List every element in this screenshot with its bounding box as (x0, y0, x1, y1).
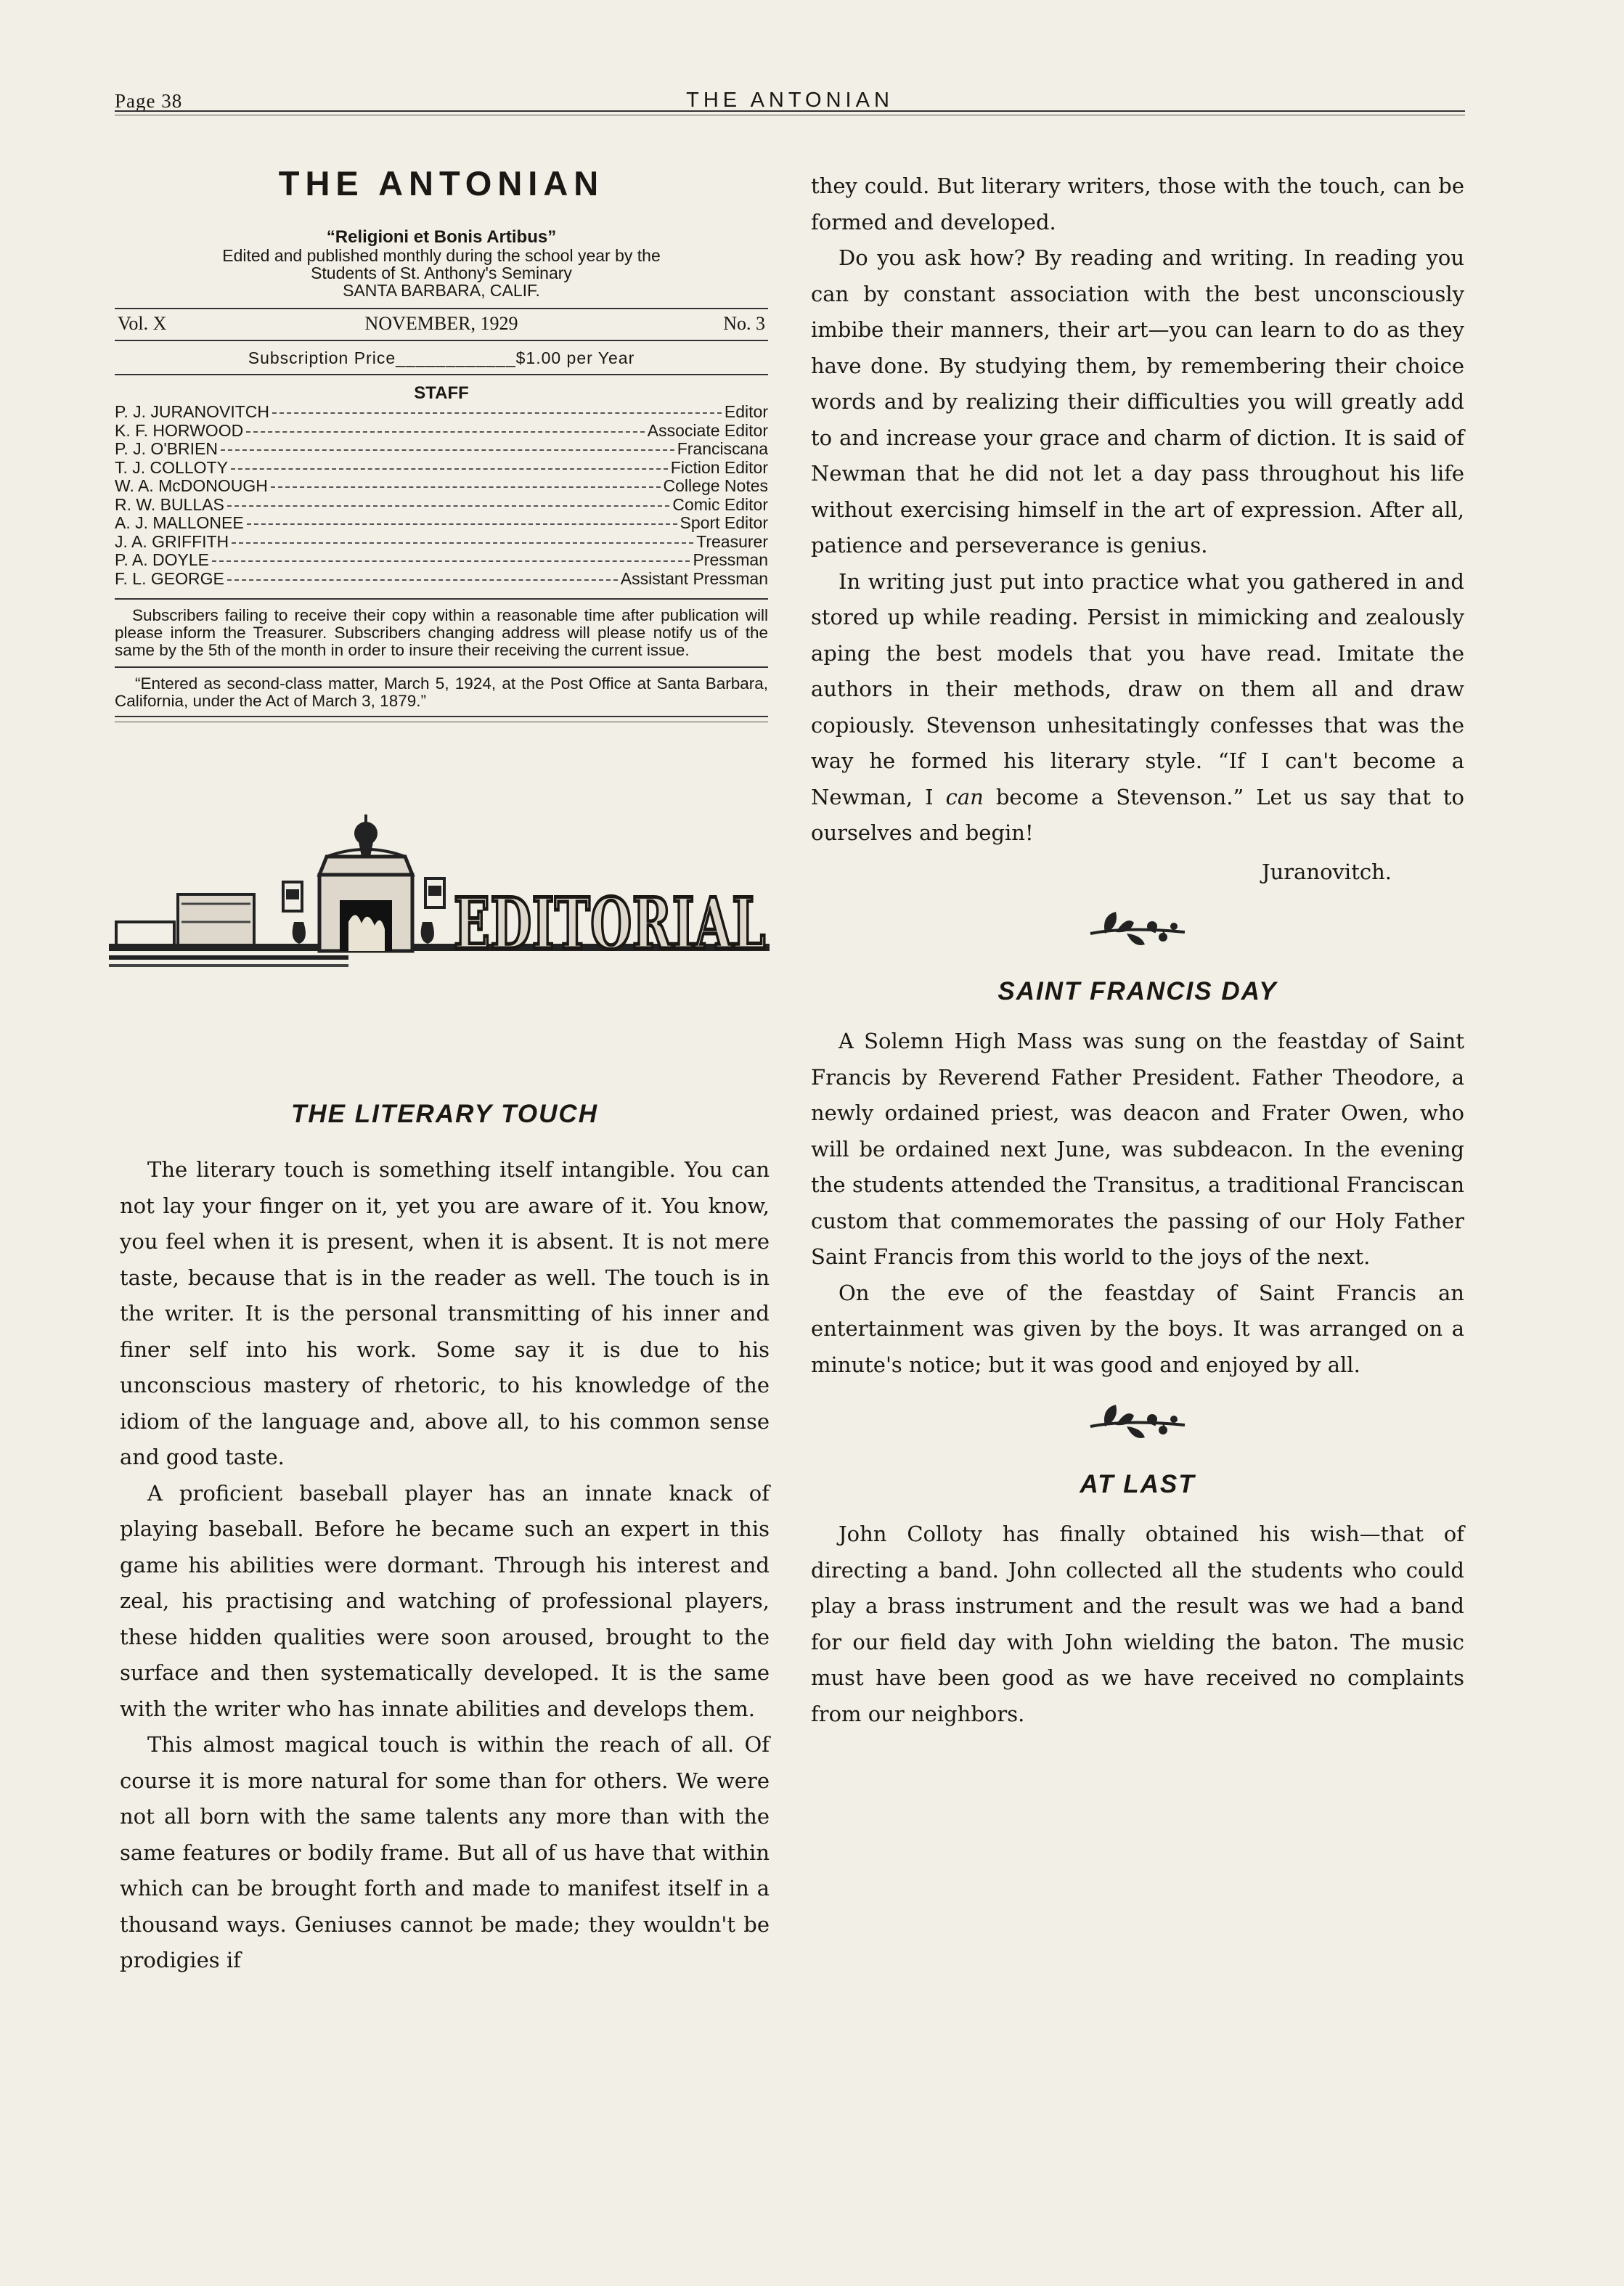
issue-info-row (115, 308, 768, 341)
staff-row (115, 403, 768, 422)
literary-touch-paragraph-1: The literary touch is something itself intangible. You can not lay your finger on it, yet you are aware of it. You know, you feel when it is present, when it is absent. It is not mere taste, because that is in the reader as well. The touch is in the writer. It is the personal transmitting of his inner and finer self into his work. Some say it is due to his unconscious mastery of rhetoric, to his knowledge of the idiom of the language and, above all, to his common sense and good taste. (120, 1157, 770, 1469)
staff-role: College Notes (663, 476, 768, 495)
staff-row (115, 551, 768, 570)
running-header (115, 87, 1465, 122)
author-signature: Juranovitch. (1261, 859, 1392, 884)
literary-touch-paragraph-2: A proficient baseball player has an innate knack of playing baseball. Before he became such an expert in this game his abilities were dormant. Through his interest and zeal, his practising and watching of professional players, these hidden qualities were soon aroused, brought to the surface and then systematically developed. It is the same with the writer who has innate abilities and develops them. (120, 1480, 770, 1721)
issue-date: NOVEMBER, 1929 (364, 313, 518, 334)
staff-role: Editor (724, 402, 768, 421)
masthead-line-2: Students of St. Anthony's Seminary (311, 264, 572, 282)
running-title: THE ANTONIAN (686, 89, 894, 112)
staff-row (115, 514, 768, 533)
literary-touch-paragraph-4: they could. But literary writers, those with the touch, can be formed and developed. (811, 174, 1464, 234)
postal-entry-notice: “Entered as second-class matter, March 5, 1924, at the Post Office at Santa Barbara, California, under the Act of March 3, 1879.” (115, 666, 768, 717)
staff-name: P. J. O'BRIEN (115, 439, 219, 458)
masthead-line-1: Edited and published monthly during the school year by the (222, 246, 661, 265)
floral-ornament-icon (811, 890, 1464, 970)
staff-role: Fiction Editor (670, 457, 768, 477)
issue-number: No. 3 (723, 313, 765, 334)
staff-name: T. J. COLLOTY (115, 457, 228, 477)
staff-row (115, 422, 768, 441)
staff-role: Comic Editor (672, 494, 768, 514)
subscription-price: Subscription Price____________$1.00 per Year (115, 341, 768, 375)
literary-touch-paragraph-6: In writing just put into practice what you gathered in and stored up while reading. Persist in mimicking and zealously aping the best models that you have read. Imitate the authors in their methods, draw on them all and draw copiously. Stevenson unhesitatingly confesses that was the way he formed his literary style. “If I can't become a Newman, I can become a Stevenson.” Let us say that to ourselves and begin! (811, 568, 1465, 845)
staff-row (115, 440, 768, 459)
saint-francis-paragraph-2: On the eve of the feastday of Saint Francis an entertainment was given by the boys. It was arranged on a minute's notice; but it was good and enjoyed by all. (811, 1280, 1464, 1377)
volume-label: Vol. X (118, 313, 167, 334)
staff-row (115, 496, 768, 515)
staff-role: Associate Editor (647, 420, 768, 440)
literary-touch-paragraph-5: Do you ask how? By reading and writing. In reading you can by constant association with the best unconsciously imbibe their manners, their art—you can learn to do as they have done. By studying them, by remembering their choice words and by realizing their difficulties you will greatly add to and increase your grace and charm of diction. It is said of Newman that he did not let a day pass throughout his life without exercising himself in the art of expression. After all, patience and perseverance is genius. (811, 245, 1464, 558)
staff-role: Pressman (693, 550, 768, 569)
staff-name: J. A. GRIFFITH (115, 531, 229, 551)
page-number: Page 38 (115, 90, 183, 112)
staff-role: Assistant Pressman (620, 568, 768, 588)
literary-touch-paragraph-3: This almost magical touch is within the reach of all. Of course it is more natural for some than for others. We were not all born with the same talents any more than with the same features or bodily frame. But all of us have that within which can be brought forth and made to manifest itself in a thousand ways. Geniuses cannot be made; they wouldn't be prodigies if (120, 1732, 770, 1972)
staff-name: R. W. BULLAS (115, 494, 224, 514)
staff-row (115, 477, 768, 496)
saint-francis-title: SAINT FRANCIS DAY (997, 977, 1278, 1005)
at-last-title: AT LAST (1080, 1470, 1196, 1498)
mission-illustration (109, 813, 770, 1009)
staff-heading: STAFF (414, 383, 469, 403)
at-last-paragraph-1: John Colloty has finally obtained his wish—that of directing a band. John collected all the students who could play a brass instrument and the result was we had a band for our field day with John wielding the baton. The music must have been good as we have received no complaints from our neighbors. (811, 1522, 1464, 1726)
masthead (115, 163, 768, 722)
left-column (120, 1093, 770, 1979)
floral-ornament-icon (811, 1383, 1464, 1463)
subscriber-notice: Subscribers failing to receive their copy within a reasonable time after publication will please inform the Treasurer. Subscribers changing address will please notify us of the same by the 5th of the month in order to insure their receiving the current issue. (115, 598, 768, 666)
masthead-line-3: SANTA BARBARA, CALIF. (343, 281, 540, 300)
masthead-title: THE ANTONIAN (278, 164, 605, 203)
staff-name: P. J. JURANOVITCH (115, 402, 269, 421)
staff-list (115, 403, 768, 588)
staff-name: P. A. DOYLE (115, 550, 209, 569)
right-column (811, 168, 1464, 1732)
staff-role: Sport Editor (680, 513, 768, 532)
staff-name: A. J. MALLONEE (115, 513, 244, 532)
masthead-motto: “Religioni et Bonis Artibus” (326, 227, 557, 247)
staff-row (115, 459, 768, 478)
saint-francis-paragraph-1: A Solemn High Mass was sung on the feastday of Saint Francis by Reverend Father President. Father Theodore, a newly ordained priest, was deacon and Frater Owen, who will be ordained next June, was subdeacon. In the evening the students attended the Transitus, a traditional Franciscan custom that commemorates the passing of our Holy Father Saint Francis from this world to the joys of the next. (811, 1029, 1464, 1269)
staff-name: K. F. HORWOOD (115, 420, 244, 440)
staff-name: F. L. GEORGE (115, 568, 224, 588)
staff-role: Franciscana (677, 439, 768, 458)
header-rule (115, 110, 1465, 112)
literary-touch-title: THE LITERARY TOUCH (291, 1100, 598, 1128)
staff-row (115, 570, 768, 589)
banner-title: EDITORIAL (454, 883, 766, 965)
staff-name: W. A. McDONOUGH (115, 476, 268, 495)
editorial-banner (109, 813, 770, 1009)
staff-row (115, 533, 768, 552)
staff-role: Treasurer (696, 531, 768, 551)
